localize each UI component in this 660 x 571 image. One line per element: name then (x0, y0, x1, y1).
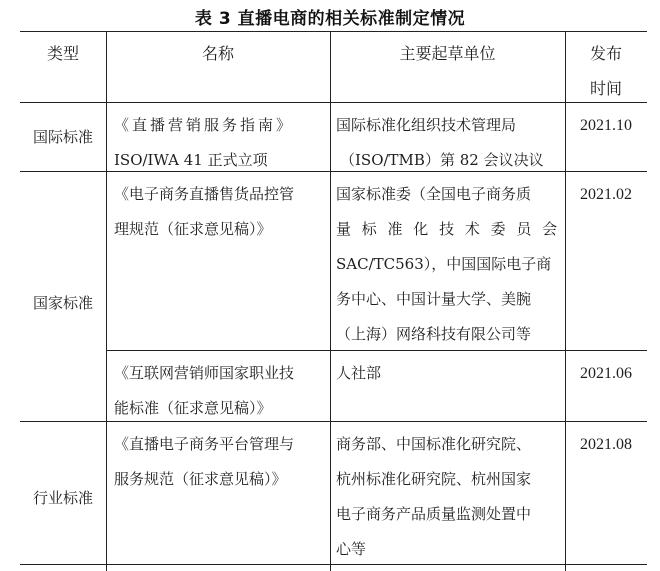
drafter-line: 国际标准化组织技术管理局 (336, 116, 517, 134)
drafter-line: 心等 (336, 540, 367, 558)
name-line: 服务规范（征求意见稿）》 (114, 470, 287, 488)
drafter-cell (336, 356, 562, 391)
drafter-line: （ISO/TMB）第 82 会议决议 (340, 151, 544, 169)
drafter-cell (336, 108, 562, 178)
name-cell (114, 427, 326, 497)
header-drafter: 主要起草单位 (399, 44, 496, 63)
drafter-line: 杭州标准化研究院、杭州国家 (336, 470, 532, 488)
type-cell-industry: 行业标准 (32, 489, 93, 507)
name-cell (114, 177, 326, 247)
header-date-line1: 发布 (589, 44, 622, 63)
name-line: 《互联网营销师国家职业技 (114, 364, 295, 382)
table-top-border (20, 31, 647, 32)
name-line: 《直播电子商务平台管理与 (114, 435, 295, 453)
header-bottom-border (20, 102, 647, 103)
drafter-cell (336, 177, 562, 352)
name-line: 能标准（征求意见稿）》 (114, 399, 272, 417)
type-cell-international: 国际标准 (32, 128, 93, 146)
drafter-line: 人社部 (336, 364, 382, 382)
drafter-cell (336, 427, 562, 567)
name-cell (114, 356, 326, 426)
drafter-line: 电子商务产品质量监测处置中 (336, 505, 532, 523)
name-cell (114, 108, 326, 178)
drafter-line: 商务部、中国标准化研究院、 (336, 435, 532, 453)
drafter-line: 量 标 准 化 技 术 委 员 会 (336, 220, 561, 238)
header-type: 类型 (46, 44, 79, 63)
drafter-line: （上海）网络科技有限公司等 (336, 325, 532, 343)
name-line: 理规范（征求意见稿）》 (114, 220, 272, 238)
drafter-line: 务中心、中国计量大学、美腕 (336, 290, 532, 308)
col-divider-2 (330, 31, 331, 571)
name-line: 《电子商务直播售货品控管 (114, 185, 295, 203)
drafter-line: SAC/TC563），中国国际电子商 (336, 255, 552, 273)
date-cell: 2021.02 (580, 186, 632, 203)
name-line: 《直播营销服务指南》 (114, 116, 295, 134)
date-cell: 2021.10 (580, 117, 632, 134)
type-cell-national: 国家标准 (32, 294, 93, 312)
date-cell: 2021.08 (580, 436, 632, 453)
header-date-line2: 时间 (589, 79, 622, 98)
header-name: 名称 (201, 44, 234, 63)
date-cell: 2021.06 (580, 365, 632, 382)
drafter-line: 国家标准委（全国电子商务质 (336, 185, 532, 203)
header-date (565, 36, 647, 106)
table-title: 表 3 直播电商的相关标准制定情况 (194, 9, 466, 29)
col-divider-1 (106, 31, 107, 571)
name-line: ISO/IWA 41 正式立项 (114, 151, 268, 169)
